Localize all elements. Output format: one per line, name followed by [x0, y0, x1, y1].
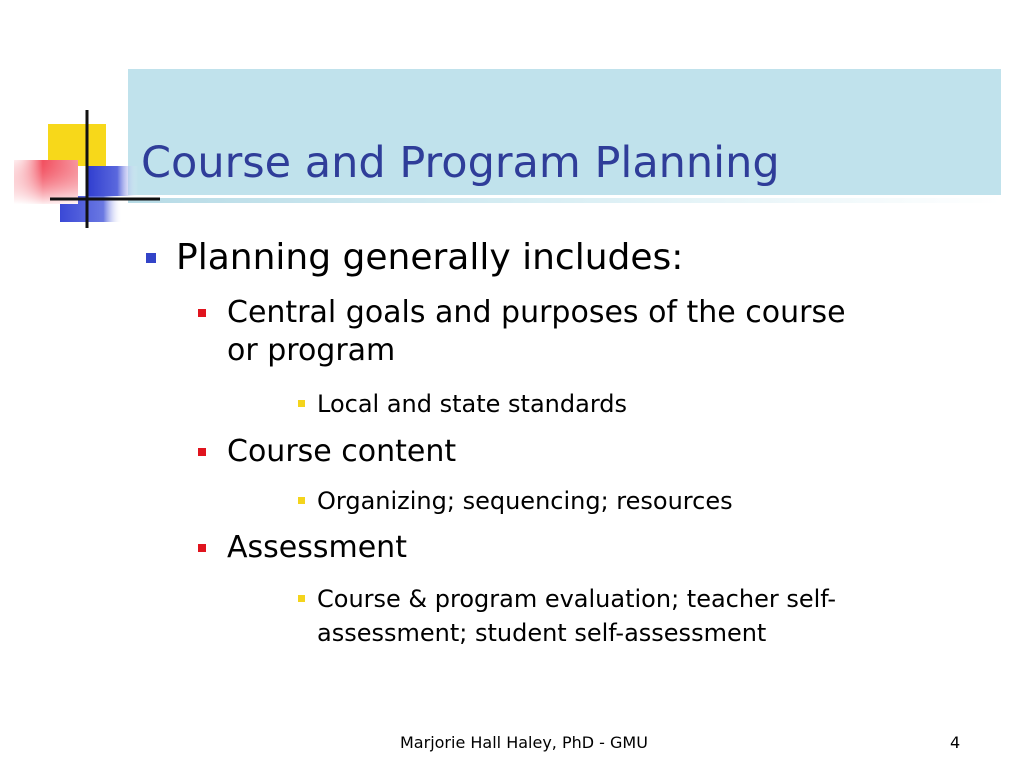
bullet-evaluation	[298, 582, 836, 650]
bullet-text: Course content	[227, 434, 457, 469]
title-underline	[128, 198, 1001, 203]
deco-yellow-square	[48, 124, 106, 166]
deco-red-fade	[14, 160, 78, 204]
bullet-course-content	[198, 433, 456, 471]
bullet-text: Assessment	[227, 530, 407, 565]
bullet-text: Central goals and purposes of the course or program	[227, 295, 846, 368]
bullet-square-icon	[198, 309, 206, 317]
bullet-square-icon	[298, 497, 305, 504]
bullet-square-icon	[198, 544, 206, 552]
bullet-standards	[298, 387, 627, 421]
corner-blocks-decoration	[0, 0, 200, 240]
bullet-assessment	[198, 529, 407, 567]
bullet-text: Planning generally includes:	[176, 237, 684, 278]
deco-blue-square	[86, 166, 138, 196]
bullet-text: Organizing; sequencing; resources	[317, 487, 733, 515]
page-number: 4	[950, 733, 961, 752]
bullet-text: Course & program evaluation; teacher self- assessment; student self-assessment	[317, 585, 837, 647]
bullet-square-icon	[298, 400, 305, 407]
bullet-goals	[198, 294, 846, 370]
bullet-organizing	[298, 484, 733, 518]
bullet-text: Local and state standards	[317, 390, 627, 418]
bullet-square-icon	[298, 595, 305, 602]
bullet-square-icon	[146, 253, 156, 263]
bullet-planning	[146, 236, 683, 280]
bullet-square-icon	[198, 448, 206, 456]
slide-title: Course and Program Planning	[141, 138, 780, 188]
footer-credit: Marjorie Hall Haley, PhD - GMU	[400, 733, 648, 752]
